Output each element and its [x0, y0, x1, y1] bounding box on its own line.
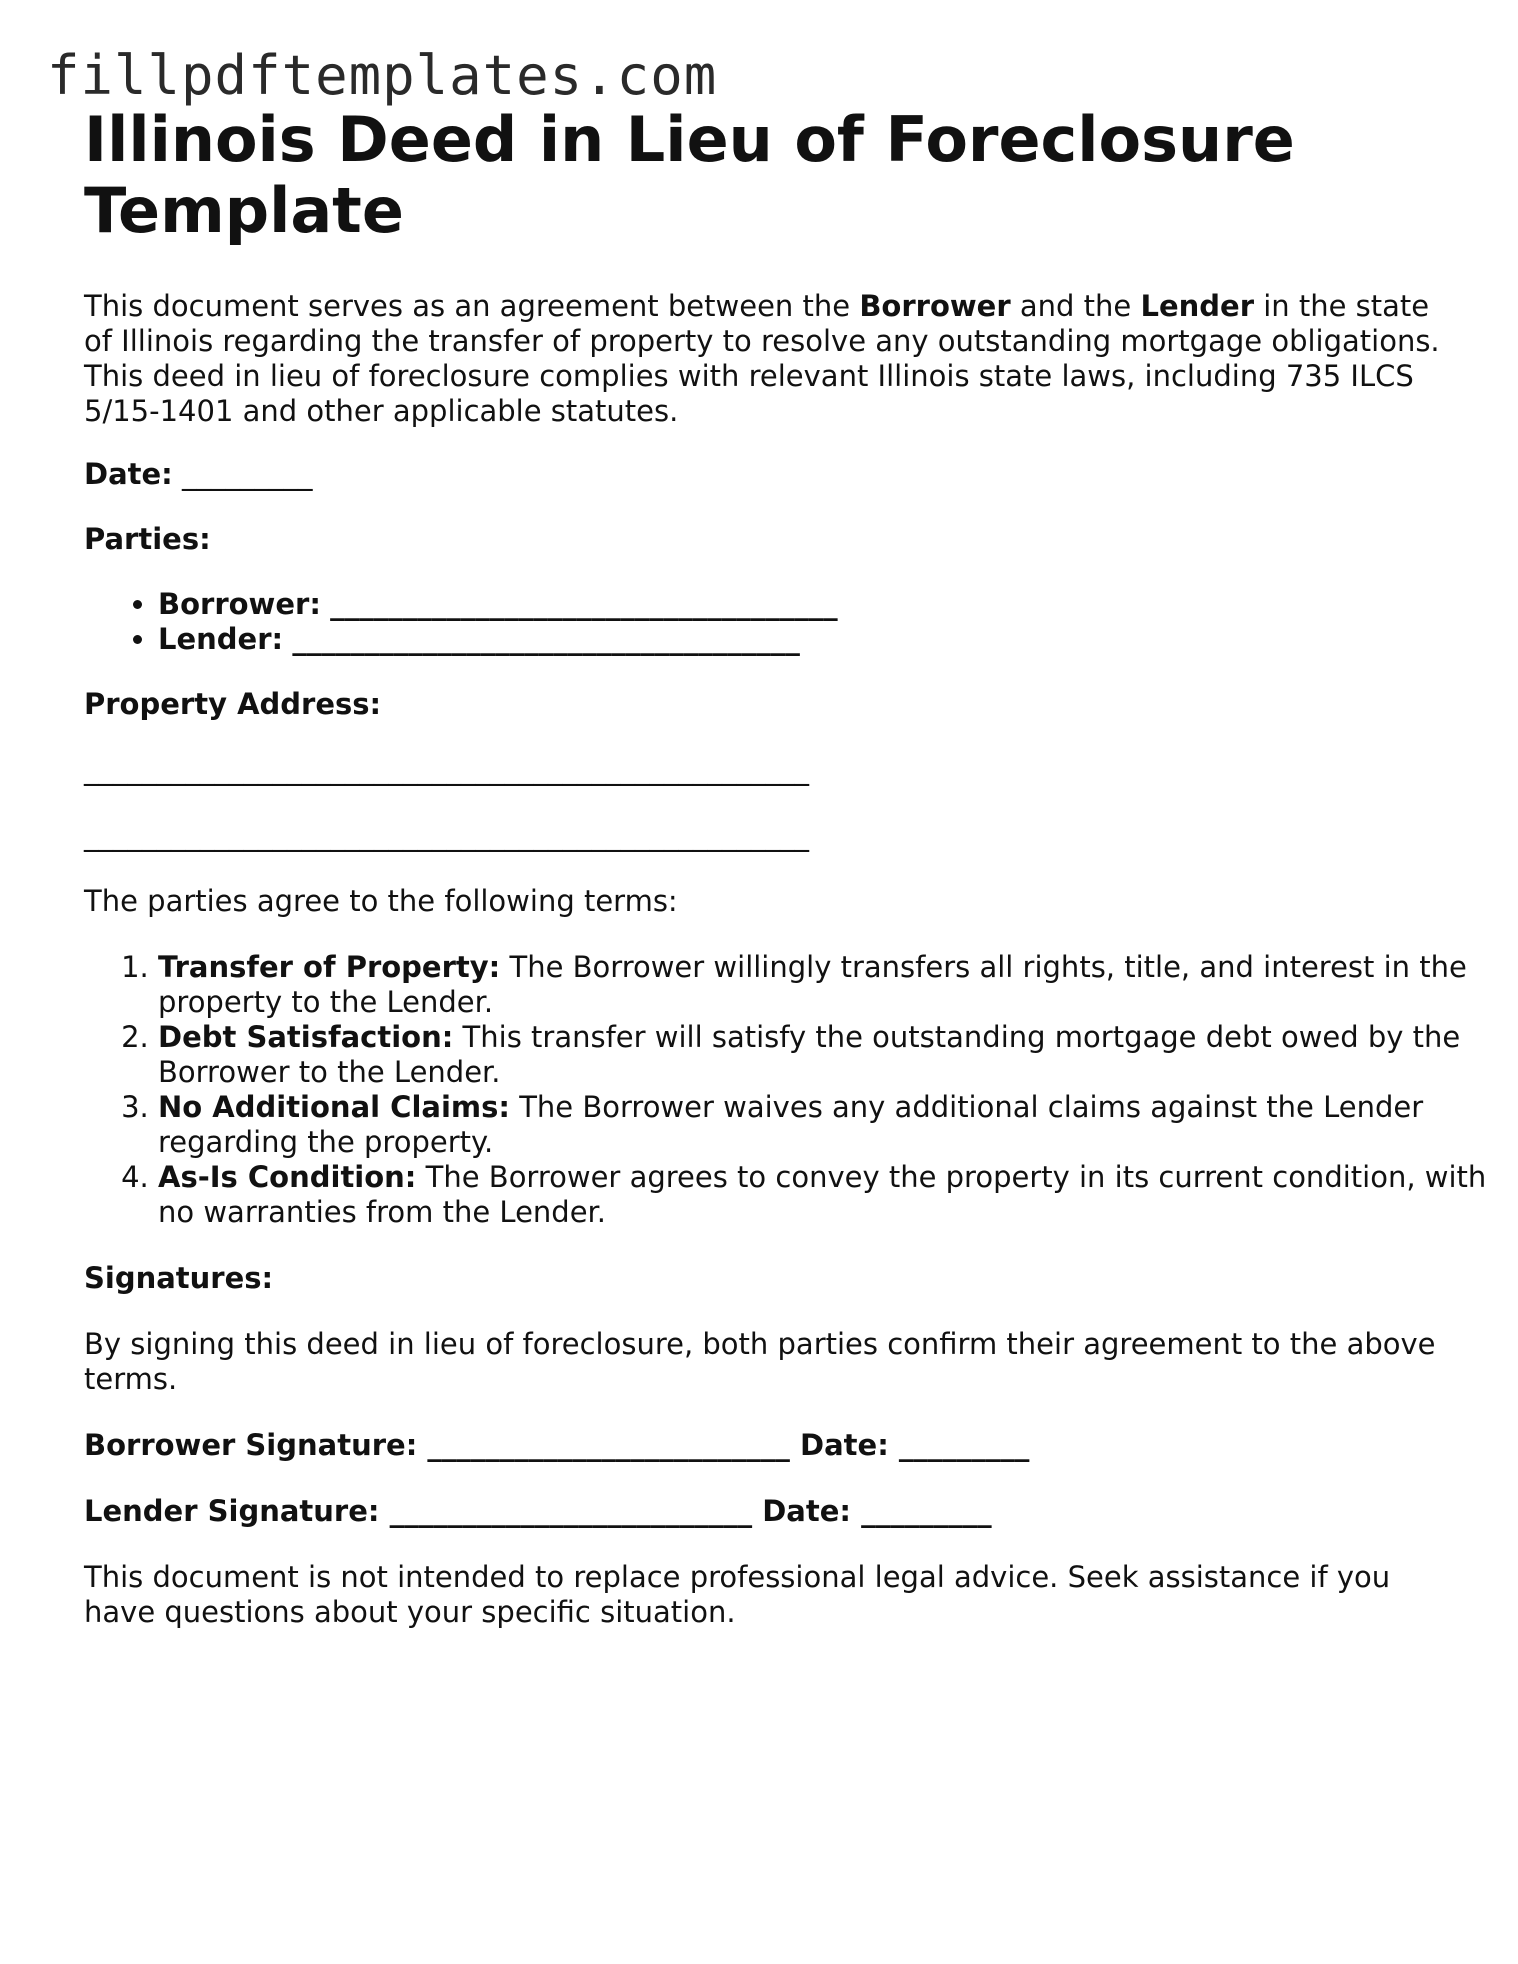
document-page [84, 103, 1487, 1630]
intro-text-3: in the state of Illinois regarding the transfer of property to resolve any outstanding mortgage obligations. This deed in lieu of foreclosure complies with relevant Illinois state laws, including 735 ILCS 5/15-1401 and other applicable statutes. [84, 289, 1440, 428]
date-blank[interactable]: _________ [182, 457, 313, 491]
property-address-heading: Property Address: [84, 687, 382, 721]
term-text: The Borrower waives any additional claims against the Lender regarding the property. [158, 1090, 1424, 1159]
signatures-intro: By signing this deed in lieu of foreclosure, both parties confirm their agreement to the above terms. [84, 1327, 1436, 1396]
intro-text-2: and the [1010, 289, 1141, 323]
term-text: The Borrower agrees to convey the property in its current condition, with no warranties from the Lender. [158, 1160, 1487, 1229]
parties-heading: Parties: [84, 522, 211, 556]
terms-intro: The parties agree to the following terms: [84, 884, 678, 918]
intro-lender-term: Lender [1140, 289, 1254, 323]
borrower-date-blank[interactable]: _________ [898, 1428, 1030, 1462]
property-address-line-1[interactable]: __________________________________________________ [84, 752, 809, 786]
disclaimer: This document is not intended to replace professional legal advice. Seek assistance if you have questions about your specific situation. [84, 1560, 1391, 1629]
party-borrower-blank[interactable]: ___________________________________ [330, 587, 838, 621]
party-borrower [158, 587, 1444, 622]
party-lender [158, 622, 1444, 657]
term-item [158, 1090, 1518, 1160]
signatures-heading: Signatures: [84, 1261, 274, 1295]
borrower-signature-row [84, 1428, 1444, 1463]
intro-text-1: This document serves as an agreement between the [84, 289, 860, 323]
document-title: Illinois Deed in Lieu of Foreclosure Template [84, 103, 1295, 247]
term-label: No Additional Claims: [158, 1090, 510, 1124]
term-label: Transfer of Property: [158, 950, 501, 984]
term-item [158, 950, 1518, 1020]
property-address-line-2[interactable]: __________________________________________________ [84, 818, 809, 852]
lender-signature-label: Lender Signature: [84, 1494, 380, 1528]
party-borrower-label: Borrower: [158, 587, 321, 621]
party-lender-label: Lender: [158, 622, 284, 656]
terms-list [84, 950, 1518, 1230]
watermark: fillpdftemplates.com [47, 44, 718, 107]
date-field [84, 457, 1444, 492]
term-text: The Borrower willingly transfers all rights, title, and interest in the property to the Lender. [158, 950, 1467, 1019]
lender-date-label: Date: [762, 1494, 851, 1528]
term-label: As-Is Condition: [158, 1160, 417, 1194]
borrower-date-label: Date: [800, 1428, 889, 1462]
lender-signature-row [84, 1494, 1444, 1529]
party-lender-blank[interactable]: ___________________________________ [292, 622, 800, 656]
borrower-signature-blank[interactable]: _________________________ [427, 1428, 790, 1462]
lender-date-blank[interactable]: _________ [861, 1494, 992, 1528]
term-text: This transfer will satisfy the outstanding mortgage debt owed by the Borrower to the Lender. [158, 1020, 1461, 1089]
parties-list [84, 587, 1444, 657]
intro-borrower-term: Borrower [859, 289, 1011, 323]
date-label: Date: [84, 457, 173, 491]
term-label: Debt Satisfaction: [158, 1020, 454, 1054]
term-item [158, 1160, 1518, 1230]
term-item [158, 1020, 1518, 1090]
borrower-signature-label: Borrower Signature: [84, 1428, 418, 1462]
lender-signature-blank[interactable]: _________________________ [389, 1494, 753, 1528]
intro-paragraph [84, 289, 1444, 429]
